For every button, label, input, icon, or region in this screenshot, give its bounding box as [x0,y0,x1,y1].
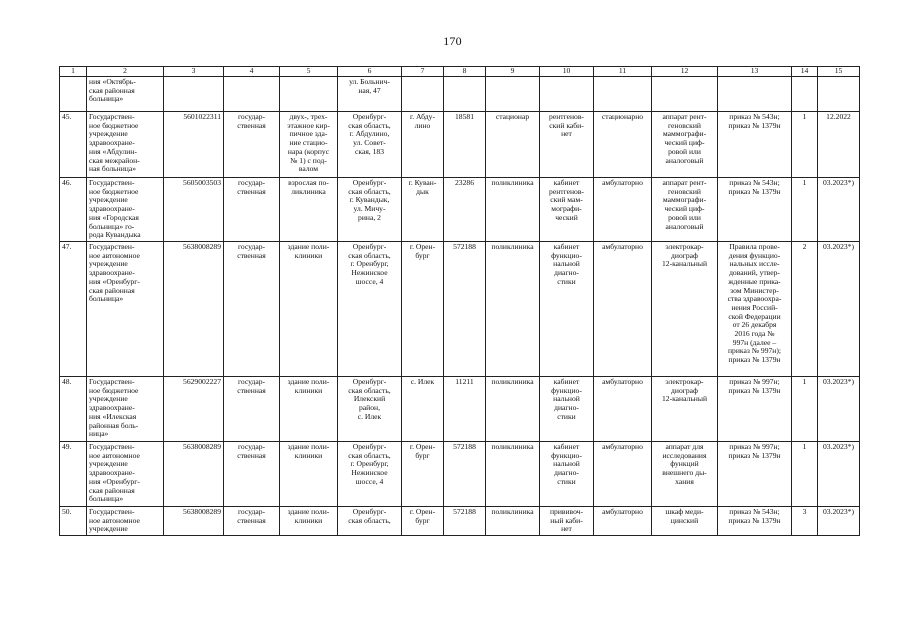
header-row [60,67,860,77]
cell-room: прививоч- ный каби- нет [540,507,594,536]
cell-locality: с. Илек [402,377,444,442]
cell-room: кабинет функцио- нальной диагно- стики [540,377,594,442]
cell-inn: 5638008289 [164,442,224,507]
cell-population: 572188 [444,442,486,507]
cell-building [280,77,338,112]
cell-unit-type: стационар [486,112,540,178]
table-row [60,77,860,112]
cell-room: кабинет функцио- нальной диагно- стики [540,242,594,377]
cell-quantity: 1 [792,442,818,507]
table-row [60,507,860,536]
cell-inn: 5638008289 [164,507,224,536]
col-header: 3 [164,67,224,77]
cell-population: 572188 [444,242,486,377]
col-header: 9 [486,67,540,77]
cell-care-mode: амбулаторно [594,442,652,507]
page-number: 170 [443,34,462,48]
col-header: 7 [402,67,444,77]
cell-locality: г. Орен- бург [402,507,444,536]
cell-deadline: 12.2022 [818,112,860,178]
cell-care-mode: амбулаторно [594,507,652,536]
table-row [60,112,860,178]
cell-number: 47. [60,242,87,377]
col-header: 8 [444,67,486,77]
cell-address: Оренбург- ская область, г. Кувандык, ул. Мичу- рина, 2 [338,178,402,242]
cell-quantity: 3 [792,507,818,536]
cell-room [540,77,594,112]
cell-address: ул. Больнич- ная, 47 [338,77,402,112]
cell-regulation: Правила прове- дения функцио- нальных иссле- дований, утвер- жденные прика- зом Министер- ства здравоохра- нения Россий- ской Федерации от 26 декабря 2016 года № 997н (далее – приказ № 997н); приказ № 1379н [718,242,792,377]
col-header: 13 [718,67,792,77]
cell-deadline [818,77,860,112]
col-header: 2 [87,67,164,77]
cell-address: Оренбург- ская область, г. Оренбург, Нежинское шоссе, 4 [338,442,402,507]
cell-building: двух-, трех- этажное кир- пичное зда- ние стацио- нара (корпус № 1) с под- валом [280,112,338,178]
table-row [60,377,860,442]
cell-ownership: государ- ственная [224,112,280,178]
cell-population: 11211 [444,377,486,442]
cell-deadline: 03.2023*) [818,507,860,536]
cell-number: 50. [60,507,87,536]
cell-address: Оренбург- ская область, г. Абдулино, ул. Совет- ская, 183 [338,112,402,178]
cell-organization: Государствен- ное автономное учреждение здравоохране- ния «Оренбург- ская районная больница» [87,242,164,377]
cell-regulation: приказ № 997н; приказ № 1379н [718,377,792,442]
cell-ownership: государ- ственная [224,242,280,377]
cell-inn: 5605003503 [164,178,224,242]
cell-quantity [792,77,818,112]
cell-population: 18581 [444,112,486,178]
col-header: 11 [594,67,652,77]
cell-ownership: государ- ственная [224,442,280,507]
cell-quantity: 1 [792,112,818,178]
col-header: 14 [792,67,818,77]
cell-ownership: государ- ственная [224,507,280,536]
cell-number [60,77,87,112]
cell-deadline: 03.2023*) [818,377,860,442]
cell-address: Оренбург- ская область, Илекский район, с. Илек [338,377,402,442]
cell-inn: 5601022311 [164,112,224,178]
cell-unit-type: поликлиника [486,178,540,242]
cell-locality [402,77,444,112]
cell-equipment: шкаф меди- цинский [652,507,718,536]
cell-ownership: государ- ственная [224,178,280,242]
cell-unit-type: поликлиника [486,442,540,507]
col-header: 5 [280,67,338,77]
cell-number: 45. [60,112,87,178]
cell-inn [164,77,224,112]
cell-ownership [224,77,280,112]
cell-locality: г. Орен- бург [402,242,444,377]
cell-ownership: государ- ственная [224,377,280,442]
cell-population: 23286 [444,178,486,242]
cell-equipment: аппарат для исследования функций внешнего ды- хания [652,442,718,507]
cell-care-mode: амбулаторно [594,377,652,442]
cell-number: 48. [60,377,87,442]
cell-regulation: приказ № 997н; приказ № 1379н [718,442,792,507]
col-header: 1 [60,67,87,77]
cell-deadline: 03.2023*) [818,178,860,242]
cell-unit-type [486,77,540,112]
cell-deadline: 03.2023*) [818,242,860,377]
cell-room: рентгенов- ский каби- нет [540,112,594,178]
cell-equipment: аппарат рент- геновский маммографи- ческий циф- ровой или аналоговый [652,178,718,242]
cell-locality: г. Абду- лино [402,112,444,178]
cell-regulation: приказ № 543н; приказ № 1379н [718,112,792,178]
cell-inn: 5629002227 [164,377,224,442]
col-header: 15 [818,67,860,77]
cell-care-mode: амбулаторно [594,242,652,377]
cell-unit-type: поликлиника [486,242,540,377]
cell-quantity: 2 [792,242,818,377]
cell-address: Оренбург- ская область, [338,507,402,536]
cell-population [444,77,486,112]
cell-regulation: приказ № 543н; приказ № 1379н [718,507,792,536]
cell-room: кабинет рентгенов- ский мам- мографи- ческий [540,178,594,242]
cell-organization: Государствен- ное автономное учреждение [87,507,164,536]
table-row [60,442,860,507]
cell-room: кабинет функцио- нальной диагно- стики [540,442,594,507]
cell-number: 46. [60,178,87,242]
cell-deadline: 03.2023*) [818,442,860,507]
col-header: 4 [224,67,280,77]
cell-unit-type: поликлиника [486,507,540,536]
col-header: 12 [652,67,718,77]
cell-organization: Государствен- ное автономное учреждение здравоохране- ния «Оренбург- ская районная больница» [87,442,164,507]
cell-equipment [652,77,718,112]
cell-regulation: приказ № 543н; приказ № 1379н [718,178,792,242]
registry-table [59,66,860,536]
cell-address: Оренбург- ская область, г. Оренбург, Нежинское шоссе, 4 [338,242,402,377]
cell-care-mode [594,77,652,112]
cell-quantity: 1 [792,178,818,242]
cell-organization: Государствен- ное бюджетное учреждение здравоохране- ния «Абдулин- ская межрайон- ная больница» [87,112,164,178]
table-row [60,242,860,377]
cell-building: взрослая по- ликлиника [280,178,338,242]
cell-locality: г. Куван- дык [402,178,444,242]
cell-organization: Государствен- ное бюджетное учреждение здравоохране- ния «Илекская районная боль- ница» [87,377,164,442]
cell-equipment: электрокар- диограф 12-канальный [652,242,718,377]
col-header: 10 [540,67,594,77]
cell-organization: ния «Октябрь- ская районная больница» [87,77,164,112]
cell-locality: г. Орен- бург [402,442,444,507]
cell-equipment: электрокар- диограф 12-канальный [652,377,718,442]
cell-building: здание поли- клиники [280,442,338,507]
cell-care-mode: стационарно [594,112,652,178]
cell-inn: 5638008289 [164,242,224,377]
cell-unit-type: поликлиника [486,377,540,442]
cell-population: 572188 [444,507,486,536]
table-row [60,178,860,242]
cell-building: здание поли- клиники [280,242,338,377]
cell-organization: Государствен- ное бюджетное учреждение здравоохране- ния «Городская больница» го- рода Кувандыка [87,178,164,242]
cell-equipment: аппарат рент- геновский маммографи- ческий циф- ровой или аналоговый [652,112,718,178]
cell-building: здание поли- клиники [280,377,338,442]
cell-quantity: 1 [792,377,818,442]
cell-care-mode: амбулаторно [594,178,652,242]
cell-number: 49. [60,442,87,507]
col-header: 6 [338,67,402,77]
cell-regulation [718,77,792,112]
cell-building: здание поли- клиники [280,507,338,536]
